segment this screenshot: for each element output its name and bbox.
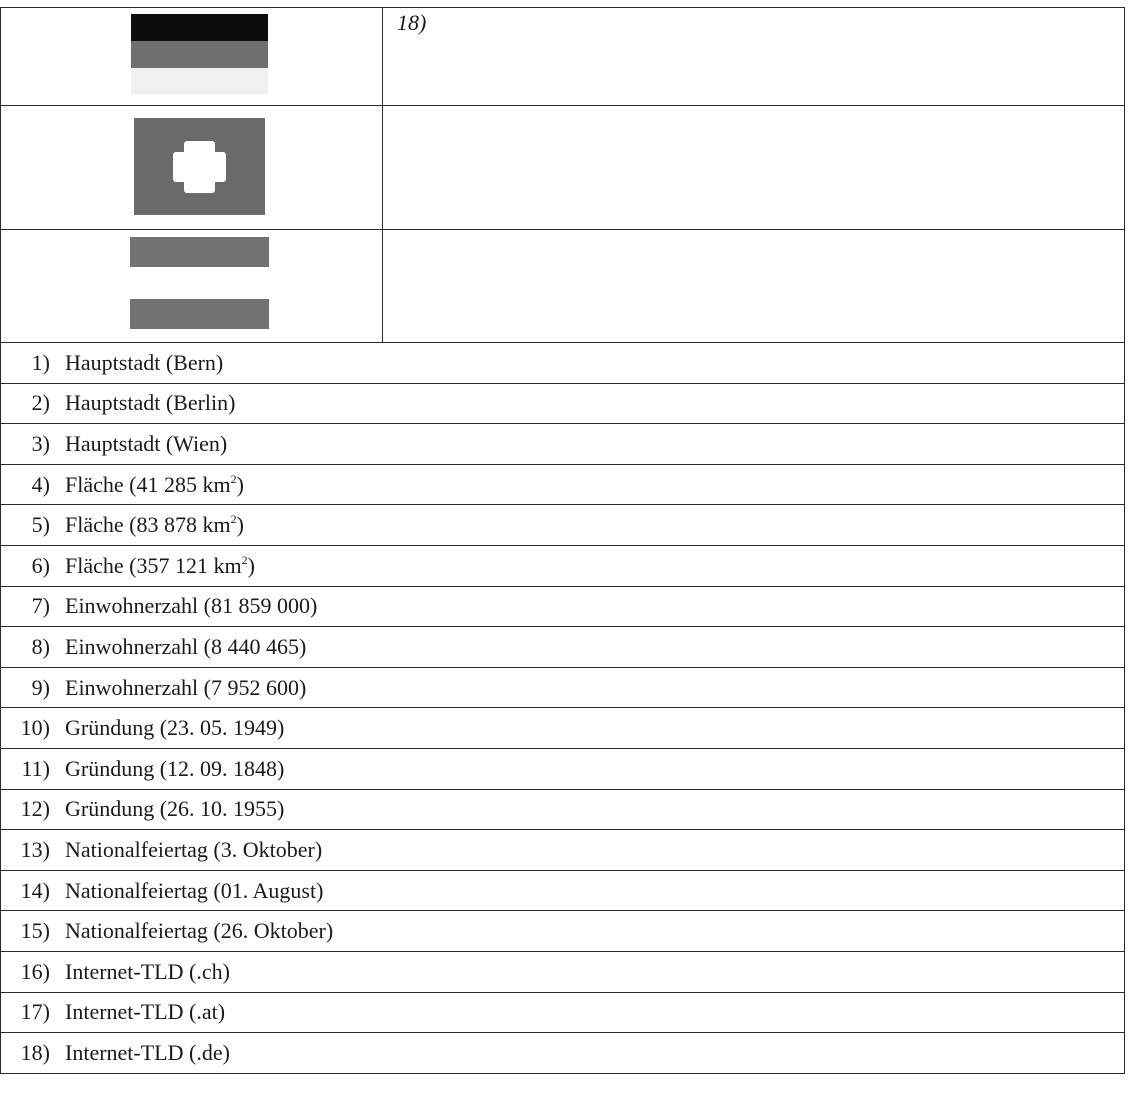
list-item — [1, 546, 1125, 587]
item-label-text: Hauptstadt (Wien) — [65, 430, 228, 456]
item-label-text: Internet-TLD (.ch) — [65, 958, 230, 984]
austria-flag-icon — [130, 237, 269, 329]
item-number: 18) — [20, 1039, 50, 1065]
flag-cell — [1, 8, 383, 105]
item-label — [65, 959, 1124, 985]
flag-row-austria — [1, 230, 1125, 343]
item-label-text: Fläche (83 878 km — [65, 512, 231, 538]
item-label-text: Gründung (12. 09. 1848) — [65, 755, 285, 781]
item-number: 8) — [31, 633, 50, 659]
list-item — [1, 505, 1125, 546]
flag-band-top — [130, 237, 269, 267]
item-label-text: Nationalfeiertag (3. Oktober) — [65, 836, 323, 862]
cross-horizontal — [173, 152, 226, 182]
list-item — [1, 830, 1125, 871]
item-label — [65, 756, 1124, 782]
list-item — [1, 1033, 1125, 1074]
switzerland-flag-icon — [134, 118, 265, 215]
item-label — [65, 918, 1124, 944]
item-label-suffix: ) — [236, 512, 244, 538]
list-item — [1, 993, 1125, 1034]
item-label-text: Internet-TLD (.de) — [65, 1039, 230, 1065]
item-label-text: Hauptstadt (Berlin) — [65, 390, 236, 416]
flag-cell — [1, 106, 383, 229]
item-label-text: Gründung (23. 05. 1949) — [65, 715, 285, 741]
item-label — [65, 878, 1124, 904]
list-item — [1, 384, 1125, 425]
item-label-text: Nationalfeiertag (01. August) — [65, 877, 324, 903]
list-item — [1, 952, 1125, 993]
item-label-text: Fläche (357 121 km — [65, 552, 242, 578]
superscript: 2 — [241, 552, 248, 567]
item-number: 13) — [20, 836, 50, 862]
flag-band-middle — [130, 267, 269, 299]
item-label — [65, 350, 1124, 376]
item-number: 7) — [31, 593, 50, 619]
list-item — [1, 424, 1125, 465]
item-label — [65, 837, 1124, 863]
flag-band-bottom — [131, 68, 268, 94]
flag-band-bottom — [130, 299, 269, 329]
item-number: 1) — [31, 349, 50, 375]
item-label-suffix: ) — [236, 471, 244, 497]
list-item — [1, 465, 1125, 506]
item-number: 5) — [31, 512, 50, 538]
flag-cell — [1, 230, 383, 342]
item-number: 11) — [21, 755, 50, 781]
item-label-text: Gründung (26. 10. 1955) — [65, 796, 285, 822]
item-number: 9) — [31, 674, 50, 700]
flag-band-middle — [131, 41, 268, 68]
flag-band-top — [131, 14, 268, 41]
worksheet-table — [0, 7, 1125, 1074]
item-number: 14) — [20, 877, 50, 903]
list-item — [1, 587, 1125, 628]
answer-text: 18) — [397, 10, 427, 35]
superscript: 2 — [230, 512, 237, 527]
item-label-text: Einwohnerzahl (7 952 600) — [65, 674, 307, 700]
answer-cell[interactable] — [383, 8, 1125, 105]
item-label-text: Hauptstadt (Bern) — [65, 349, 224, 375]
item-number: 3) — [31, 430, 50, 456]
flag-row-germany — [1, 8, 1125, 106]
item-label-text: Internet-TLD (.at) — [65, 999, 226, 1025]
item-label — [65, 634, 1124, 660]
item-number: 6) — [31, 552, 50, 578]
germany-flag-icon — [131, 14, 268, 94]
list-item — [1, 627, 1125, 668]
answer-cell[interactable] — [383, 106, 1125, 229]
item-label — [65, 1040, 1124, 1066]
item-label — [65, 999, 1124, 1025]
item-list — [1, 343, 1125, 1074]
item-number: 4) — [31, 471, 50, 497]
superscript: 2 — [230, 471, 237, 486]
item-label — [65, 431, 1124, 457]
item-label-text: Nationalfeiertag (26. Oktober) — [65, 918, 334, 944]
item-label-text: Einwohnerzahl (8 440 465) — [65, 633, 307, 659]
flag-row-switzerland — [1, 106, 1125, 230]
item-number: 12) — [20, 796, 50, 822]
answer-cell[interactable] — [383, 230, 1125, 342]
list-item — [1, 708, 1125, 749]
item-label — [65, 675, 1124, 701]
item-label — [65, 715, 1124, 741]
item-number: 16) — [20, 958, 50, 984]
item-label-suffix: ) — [247, 552, 255, 578]
list-item — [1, 911, 1125, 952]
item-label — [65, 593, 1124, 619]
list-item — [1, 343, 1125, 384]
item-label — [65, 553, 1124, 579]
item-number: 2) — [31, 390, 50, 416]
item-label-text: Einwohnerzahl (81 859 000) — [65, 593, 318, 619]
list-item — [1, 871, 1125, 912]
item-label — [65, 512, 1124, 538]
item-label — [65, 472, 1124, 498]
item-label — [65, 796, 1124, 822]
item-label-text: Fläche (41 285 km — [65, 471, 231, 497]
list-item — [1, 668, 1125, 709]
list-item — [1, 749, 1125, 790]
item-number: 10) — [20, 715, 50, 741]
item-number: 17) — [20, 999, 50, 1025]
item-number: 15) — [20, 918, 50, 944]
item-label — [65, 390, 1124, 416]
list-item — [1, 790, 1125, 831]
